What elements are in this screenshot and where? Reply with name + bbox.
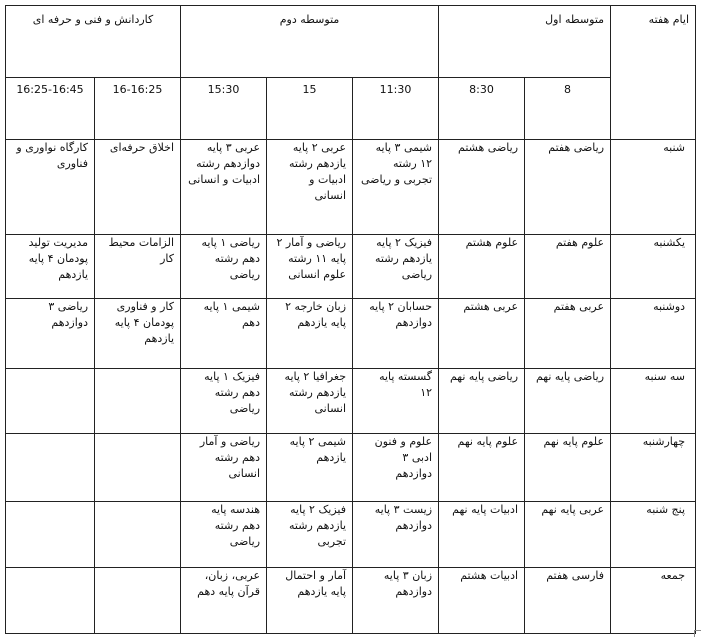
weekly-schedule-table xyxy=(5,5,696,634)
day-label: پنج شنبه xyxy=(611,502,696,568)
class-cell: ادبیات هشتم xyxy=(439,568,525,634)
time-slot: 15 xyxy=(267,78,353,140)
class-cell: زیست ۳ پایه دوازدهم xyxy=(353,502,439,568)
class-cell: زبان خارجه ۲ پایه یازدهم xyxy=(267,299,353,369)
class-cell: مدیریت تولید پودمان ۴ پایه یازدهم xyxy=(6,235,95,299)
day-label: سه سنبه xyxy=(611,369,696,434)
day-label: شنبه xyxy=(611,140,696,235)
day-row-monday xyxy=(6,299,696,369)
class-cell: زبان ۳ پایه دوازدهم xyxy=(353,568,439,634)
class-cell: علوم هفتم xyxy=(525,235,611,299)
class-cell: فارسی هفتم xyxy=(525,568,611,634)
class-cell: ادبیات پایه نهم xyxy=(439,502,525,568)
class-cell: کارگاه نواوری و فناوری xyxy=(6,140,95,235)
class-cell: عربی، زبان، قرآن پایه دهم xyxy=(181,568,267,634)
day-row-friday xyxy=(6,568,696,634)
class-cell: ریاضی و آمار ۲ پایه ۱۱ رشته علوم انسانی xyxy=(267,235,353,299)
class-cell: ریاضی هشتم xyxy=(439,140,525,235)
class-cell xyxy=(95,369,181,434)
class-cell: عربی ۳ پایه دوازدهم رشته ادبیات و انسانی xyxy=(181,140,267,235)
class-cell xyxy=(6,502,95,568)
day-label: دوشنبه xyxy=(611,299,696,369)
class-cell: آمار و احتمال پایه یازدهم xyxy=(267,568,353,634)
class-cell: الزامات محیط کار xyxy=(95,235,181,299)
class-cell xyxy=(6,568,95,634)
class-cell: علوم و فنون ادبی ۳ دوازدهم xyxy=(353,434,439,502)
class-cell: ریاضی و آمار دهم رشته انسانی xyxy=(181,434,267,502)
class-cell: عربی هشتم xyxy=(439,299,525,369)
time-slot: 16-16:25 xyxy=(95,78,181,140)
group-header-vocational: کاردانش و فنی و حرفه ای xyxy=(6,6,181,78)
class-cell: عربی هفتم xyxy=(525,299,611,369)
class-cell: جغرافیا ۲ پایه یازدهم رشته انسانی xyxy=(267,369,353,434)
class-cell xyxy=(95,568,181,634)
class-cell: عربی پایه نهم xyxy=(525,502,611,568)
day-header: ایام هفته xyxy=(611,6,696,140)
class-cell: ریاضی هفتم xyxy=(525,140,611,235)
class-cell xyxy=(95,502,181,568)
day-row-tuesday xyxy=(6,369,696,434)
class-cell: ریاضی ۱ پایه دهم رشته ریاضی xyxy=(181,235,267,299)
day-row-saturday xyxy=(6,140,696,235)
class-cell: علوم پایه نهم xyxy=(525,434,611,502)
class-cell: ریاضی پایه نهم xyxy=(439,369,525,434)
class-cell: کار و فناوری پودمان ۴ پایه یازدهم xyxy=(95,299,181,369)
class-cell: شیمی ۳ پایه ۱۲ رشته تجربی و ریاضی xyxy=(353,140,439,235)
day-row-thursday xyxy=(6,502,696,568)
group-header-middle-first: متوسطه اول xyxy=(439,6,611,78)
class-cell: علوم پایه نهم xyxy=(439,434,525,502)
header-row xyxy=(6,6,696,78)
day-label: جمعه xyxy=(611,568,696,634)
class-cell: شیمی ۱ پایه دهم xyxy=(181,299,267,369)
day-row-sunday xyxy=(6,235,696,299)
table-resize-handle[interactable] xyxy=(694,630,701,637)
day-row-wednesday xyxy=(6,434,696,502)
day-label: یکشنبه xyxy=(611,235,696,299)
time-slot: 16:25-16:45 xyxy=(6,78,95,140)
time-slot: 15:30 xyxy=(181,78,267,140)
day-label: چهارشنبه xyxy=(611,434,696,502)
time-slot: 11:30 xyxy=(353,78,439,140)
class-cell: گسسته پایه ۱۲ xyxy=(353,369,439,434)
class-cell xyxy=(6,434,95,502)
class-cell: علوم هشتم xyxy=(439,235,525,299)
class-cell: عربی ۲ پایه یازدهم رشته ادبیات و انسانی xyxy=(267,140,353,235)
class-cell: اخلاق حرفه‌ای xyxy=(95,140,181,235)
class-cell: فیزیک ۱ پایه دهم رشته ریاضی xyxy=(181,369,267,434)
class-cell xyxy=(95,434,181,502)
time-slot: 8 xyxy=(525,78,611,140)
class-cell: هندسه پایه دهم رشته ریاضی xyxy=(181,502,267,568)
group-header-middle-second: متوسطه دوم xyxy=(181,6,439,78)
class-cell: شیمی ۲ پایه یازدهم xyxy=(267,434,353,502)
class-cell: فیزیک ۲ پایه یازدهم رشته ریاضی xyxy=(353,235,439,299)
class-cell: ریاضی پایه نهم xyxy=(525,369,611,434)
class-cell xyxy=(6,369,95,434)
time-slot: 8:30 xyxy=(439,78,525,140)
class-cell: ریاضی ۳ دوازدهم xyxy=(6,299,95,369)
class-cell: فیزیک ۲ پایه یازدهم رشته تجربی xyxy=(267,502,353,568)
time-row xyxy=(6,78,696,140)
class-cell: حسابان ۲ پایه دوازدهم xyxy=(353,299,439,369)
